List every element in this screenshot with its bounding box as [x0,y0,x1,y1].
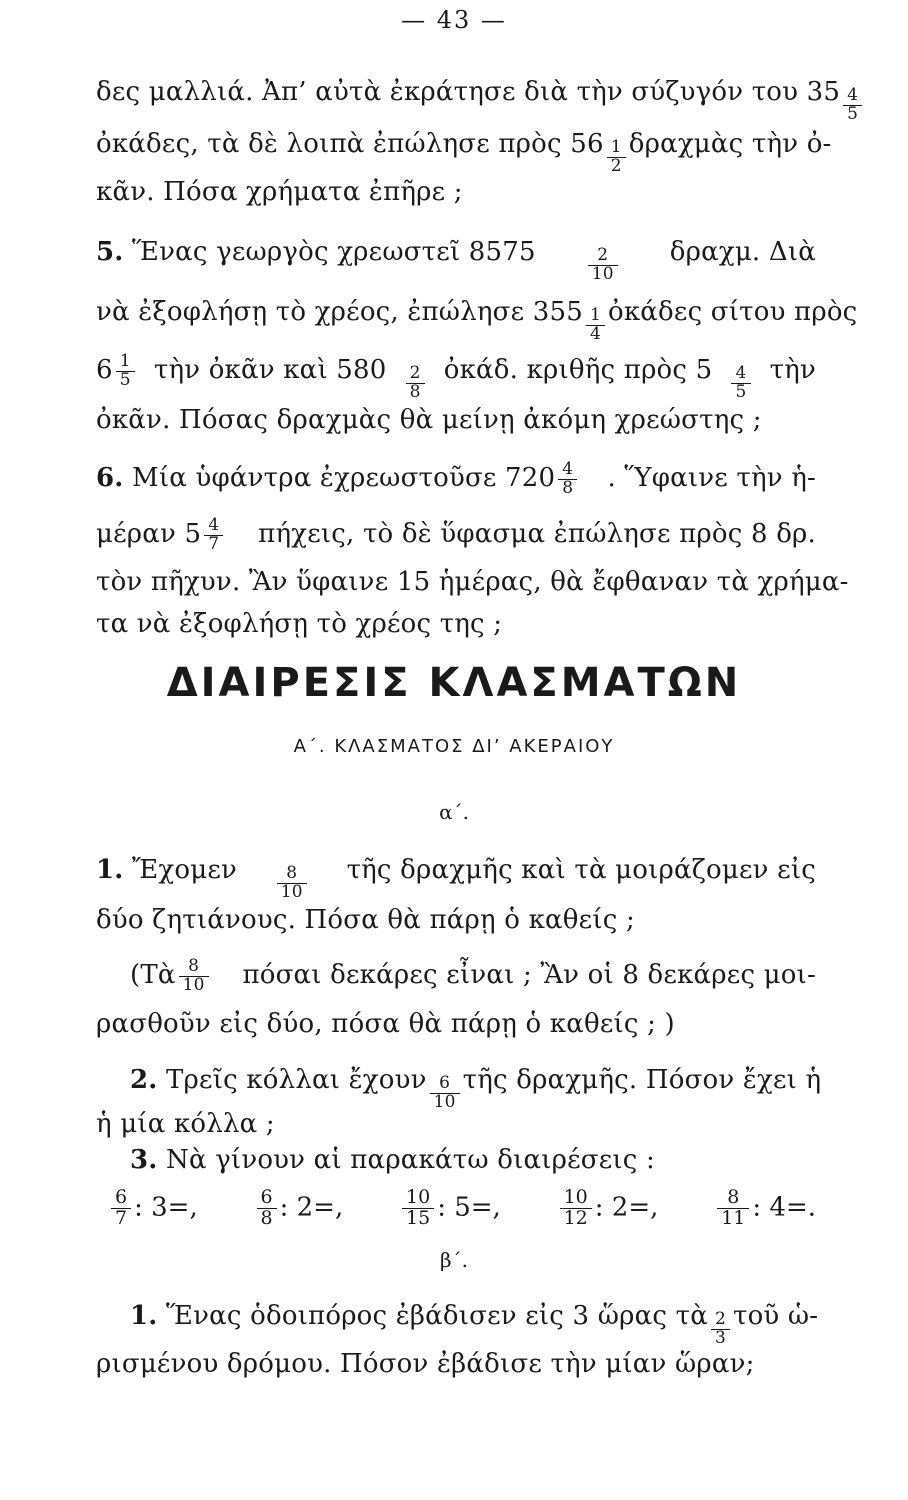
fraction: $\frac{1}{2}$ [607,139,626,176]
text-line-p3 [130,955,816,995]
subsection-a-label: α΄. [439,800,469,824]
text-segment: Ἕνας ὁδοιπόρος ἐβάδισεν εἰς 3 ὥρας τὰ [166,1301,708,1331]
division-operator: : 2=, [279,1192,344,1223]
subsection-b-label: β΄. [440,1248,468,1272]
fraction: $\frac{6}{7}$ [111,1188,131,1229]
fraction: $\frac{10}{12}$ [560,1188,592,1229]
fraction: $\frac{2}{10}$ [588,247,618,284]
fraction: $\frac{6}{10}$ [430,1075,460,1112]
text-line-6 [96,350,816,402]
page-number: — 43 — [401,6,507,34]
fraction: $\frac{4}{7}$ [204,517,223,554]
text-segment: δες μαλλιά. Ἀπ’ αὐτὰ ἐκράτησε διὰ τὴν σύζυγόν του 35 [96,77,841,107]
text-segment: νὰ ἐξοφλήσῃ τὸ χρέος, ἐπώλησε 355 [96,297,583,327]
problem-number: 3. [130,1145,158,1175]
problem-6-line [96,458,816,498]
problem-number: 6. [96,463,124,493]
text-line-p2: δύο ζητιάνους. Πόσα θὰ πάρῃ ὁ καθείς ; [96,905,635,935]
fraction: $\frac{4}{5}$ [731,365,750,402]
division-operator: : 3=, [134,1192,198,1223]
text-segment: τὴν [769,355,816,385]
fraction: $\frac{10}{15}$ [402,1188,434,1229]
text-line-9 [96,514,816,554]
fraction: $\frac{2}{8}$ [406,365,425,402]
text-segment: τὴν ὀκᾶν καὶ 580 [153,355,387,385]
text-segment: Τρεῖς κόλλαι ἔχουν [166,1065,427,1095]
text-line-1 [96,72,859,124]
division-operator: : 5=, [437,1192,501,1223]
problem-number: 1. [96,855,124,885]
text-segment: ὀκάδες, τὰ δὲ λοιπὰ ἐπώλησε πρὸς 56 [96,129,604,159]
fraction: $\frac{4}{5}$ [843,87,862,124]
part-b-problem-1-line [130,1296,819,1348]
text-segment: Ἔχομεν [132,855,238,885]
text-segment: μέραν 5 [96,519,202,549]
text-line-q2: ρισμένου δρόμου. Πόσον ἐβάδισε τὴν μίαν ὥραν; [96,1349,755,1379]
part-a-problem-3-line [130,1140,816,1180]
text-segment: 6 [96,355,113,385]
text-segment: δραχμ. Διὰ [669,237,816,267]
text-segment: πόσαι δεκάρες εἶναι ; Ἂν οἱ 8 δεκάρες μοι- [242,960,816,990]
fraction: $\frac{8}{10}$ [277,865,307,902]
fraction: $\frac{1}{4}$ [586,307,605,344]
text-segment: ὀκάδες σίτου πρὸς [608,297,858,327]
division-operator: : 4=. [752,1192,816,1223]
section-subheading: Α΄. ΚΛΑΣΜΑΤΟΣ ΔΙ’ ΑΚΕΡΑΙΟΥ [293,736,615,757]
text-segment: πήχεις, τὸ δὲ ὕφασμα ἐπώλησε πρὸς 8 δρ. [258,519,816,549]
text-line-5 [96,292,858,344]
division-item [108,1188,198,1229]
text-line-3: κᾶν. Πόσα χρήματα ἐπῆρε ; [96,177,463,207]
problem-number: 5. [96,237,124,267]
division-item [399,1188,501,1229]
fraction: $\frac{1}{5}$ [116,353,135,390]
section-heading: ΔΙΑΙΡΕΣΙΣ ΚΛΑΣΜΑΤΩΝ [166,660,742,706]
text-segment: τοῦ ὡ- [732,1301,819,1331]
fraction: $\frac{8}{11}$ [717,1188,749,1229]
text-segment: ὀκάδ. κριθῆς πρὸς 5 [443,355,713,385]
text-line-p6: ἡ μία κόλλα ; [96,1109,275,1139]
division-operator: : 2=, [594,1192,659,1223]
division-item [714,1188,816,1229]
fraction: $\frac{6}{8}$ [257,1188,277,1229]
text-segment: τῆς δραχμῆς. Πόσον ἔχει ἡ [462,1065,822,1095]
text-segment: (Τὰ [130,960,176,990]
text-segment: δραχμὰς τὴν ὀ- [628,129,832,159]
part-a-problem-1-line [96,850,816,902]
fraction: $\frac{2}{3}$ [711,1311,730,1348]
problem-number: 2. [130,1065,158,1095]
division-exercises [108,1188,816,1229]
text-segment: . Ὕφαινε τὴν ἡ- [607,463,816,493]
text-line-7: ὀκᾶν. Πόσας δραχμὰς θὰ μείνῃ ἀκόμη χρεώστης ; [96,405,762,435]
text-line-11: τα νὰ ἐξοφλήσῃ τὸ χρέος της ; [96,609,503,639]
text-line-2 [96,124,832,176]
division-item [557,1188,659,1229]
text-segment: Νὰ γίνουν αἱ παρακάτω διαιρέσεις : [166,1145,655,1175]
problem-number: 1. [130,1301,158,1331]
text-segment: Μία ὑφάντρα ἐχρεωστοῦσε 720 [132,463,556,493]
fraction: $\frac{8}{10}$ [179,958,209,995]
text-segment: τῆς δραχμῆς καὶ τὰ μοιράζομεν εἰς [346,855,816,885]
text-segment: Ἕνας γεωργὸς χρεωστεῖ 8575 [132,237,536,267]
problem-5-line [96,232,816,284]
text-line-10: τὸν πῆχυν. Ἂν ὕφαινε 15 ἡμέρας, θὰ ἔφθαναν τὰ χρήμα- [96,567,849,597]
division-item [254,1188,344,1229]
text-line-p4: ρασθοῦν εἰς δύο, πόσα θὰ πάρῃ ὁ καθείς ; ) [96,1009,675,1039]
fraction: $\frac{4}{8}$ [558,461,577,498]
